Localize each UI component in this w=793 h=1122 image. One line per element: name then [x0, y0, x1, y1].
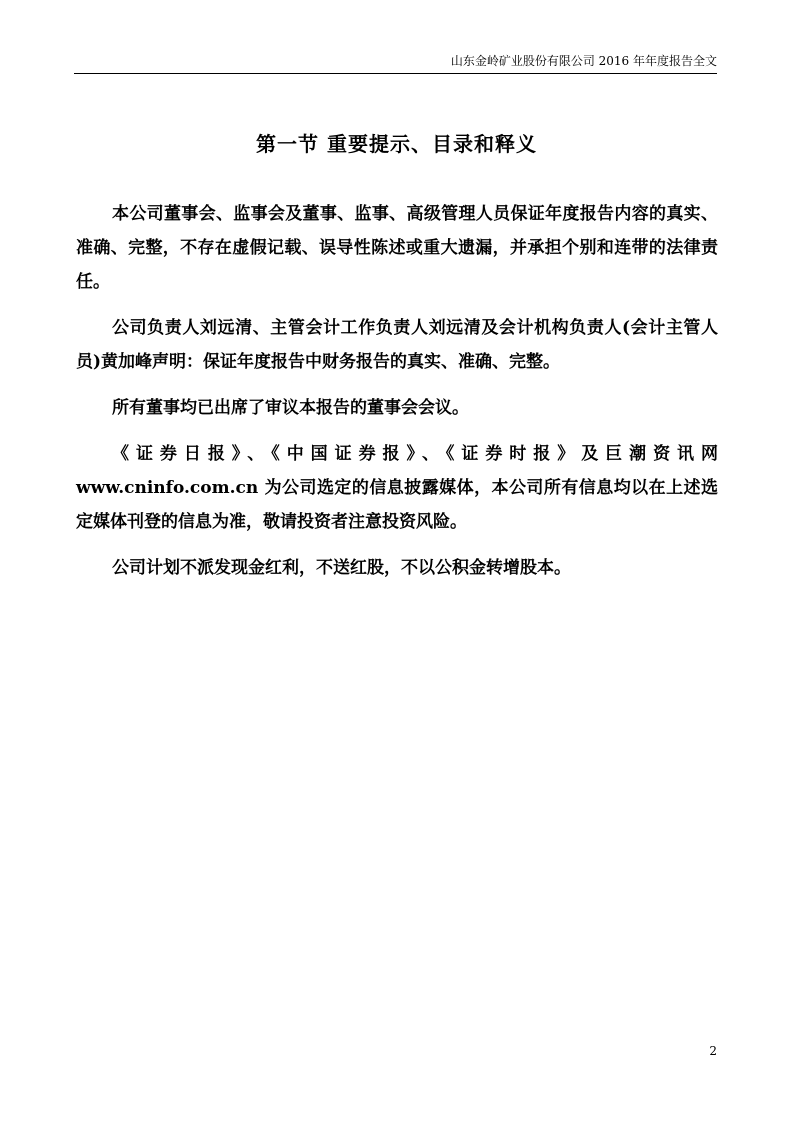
body-text [76, 197, 718, 597]
paragraph-disclosure-media: 《证券日报》、《中国证券报》、《证券时报》及巨潮资讯网 www.cninfo.com.cn 为公司选定的信息披露媒体，本公司所有信息均以在上述选定媒体刊登的信息为准，敬请投资者注意投资风险。 [76, 444, 718, 532]
paragraph-financial-declaration: 公司负责人刘远清、主管会计工作负责人刘远清及会计机构负责人(会计主管人员)黄加峰声明：保证年度报告中财务报告的真实、准确、完整。 [76, 318, 718, 372]
page-header [74, 53, 717, 74]
paragraph-board-attendance: 所有董事均已出席了审议本报告的董事会会议。 [112, 398, 469, 418]
page-number: 2 [709, 1044, 717, 1058]
header-text: 山东金岭矿业股份有限公司 2016 年年度报告全文 [450, 54, 717, 68]
paragraph-dividend-plan: 公司计划不派发现金红利，不送红股，不以公积金转增股本。 [112, 558, 571, 578]
paragraph-responsibility-statement: 本公司董事会、监事会及董事、监事、高级管理人员保证年度报告内容的真实、准确、完整，不存在虚假记载、误导性陈述或重大遗漏，并承担个别和连带的法律责任。 [76, 204, 718, 292]
section-title: 第一节 重要提示、目录和释义 [256, 132, 537, 156]
